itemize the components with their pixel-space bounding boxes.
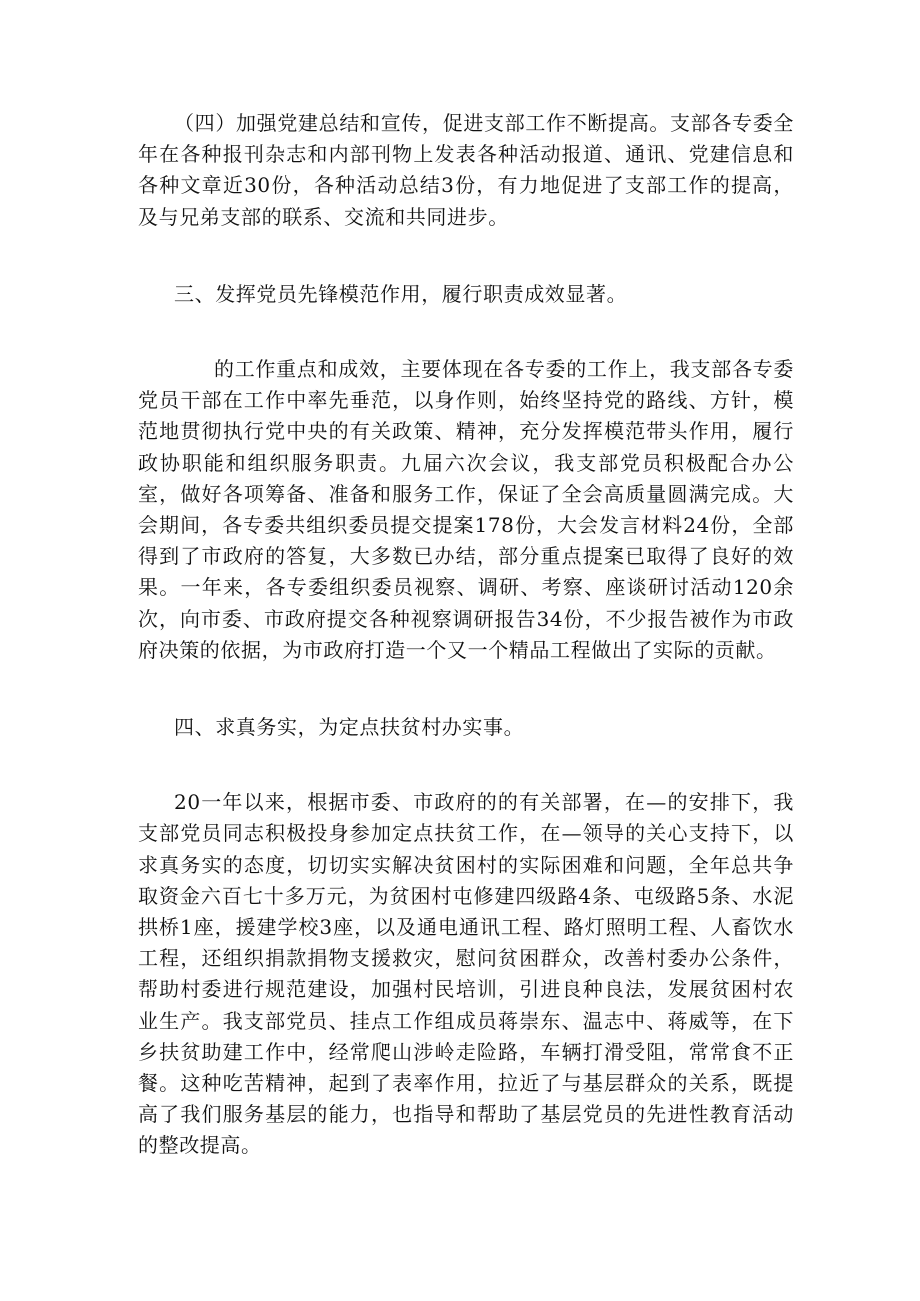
paragraph-section-3: 的工作重点和成效，主要体现在各专委的工作上，我支部各专委党员干部在工作中率先垂范，以身作则，始终坚持党的路线、方针，模范地贯彻执行党中央的有关政策、精神，充分发挥模范带头作用，履行政协职能和组织服务职责。九届六次会议，我支部党员积极配合办公室，做好各项筹备、准备和服务工作，保证了全会高质量圆满完成。大会期间，各专委共组织委员提交提案178份，大会发言材料24份，全部得到了市政府的答复，大多数已办结，部分重点提案已取得了良好的效果。一年来，各专委组织委员视察、调研、考察、座谈研讨活动120余次，向市委、市政府提交各种视察调研报告34份，不少报告被作为市政府决策的依据，为市政府打造一个又一个精品工程做出了实际的贡献。 <box>138 357 794 662</box>
spacer <box>138 310 794 354</box>
paragraph-section-4-body: 20一年以来，根据市委、市政府的的有关部署，在—的安排下，我支部党员同志积极投身参加定点扶贫工作，在—领导的关心支持下，以求真务实的态度，切切实实解决贫困村的实际困难和问题，全年总共争取资金六百七十多万元，为贫困村屯修建四级路4条、屯级路5条、水泥拱桥1座，援建学校3座，以及通电通讯工程、路灯照明工程、人畜饮水工程，还组织捐款捐物支援救灾，慰问贫困群众，改善村委办公条件，帮助村委进行规范建设，加强村民培训，引进良种良法，发展贫困村农业生产。我支部党员、挂点工作组成员蒋崇东、温志中、蒋威等，在下乡扶贫助建工作中，经常爬山涉岭走险路，车辆打滑受阻，常常食不正餐。这种吃苦精神，起到了表率作用，拉近了与基层群众的关系，既提高了我们服务基层的能力，也指导和帮助了基层党员的先进性教育活动的整改提高。 <box>138 790 794 1158</box>
spacer <box>138 233 794 279</box>
heading-section-3: 三、发挥党员先锋模范作用，履行职责成效显著。 <box>174 281 628 306</box>
document-page <box>138 108 794 1162</box>
heading-section-4: 四、求真务实，为定点扶贫村办实事。 <box>174 715 525 740</box>
spacer <box>138 743 794 787</box>
paragraph-section-4: （四）加强党建总结和宣传，促进支部工作不断提高。支部各专委全年在各种报刊杂志和内部刊物上发表各种活动报道、通讯、党建信息和各种文章近30份，各种活动总结3份，有力地促进了支部工作的提高，及与兄弟支部的联系、交流和共同进步。 <box>138 111 794 229</box>
spacer <box>138 666 794 712</box>
